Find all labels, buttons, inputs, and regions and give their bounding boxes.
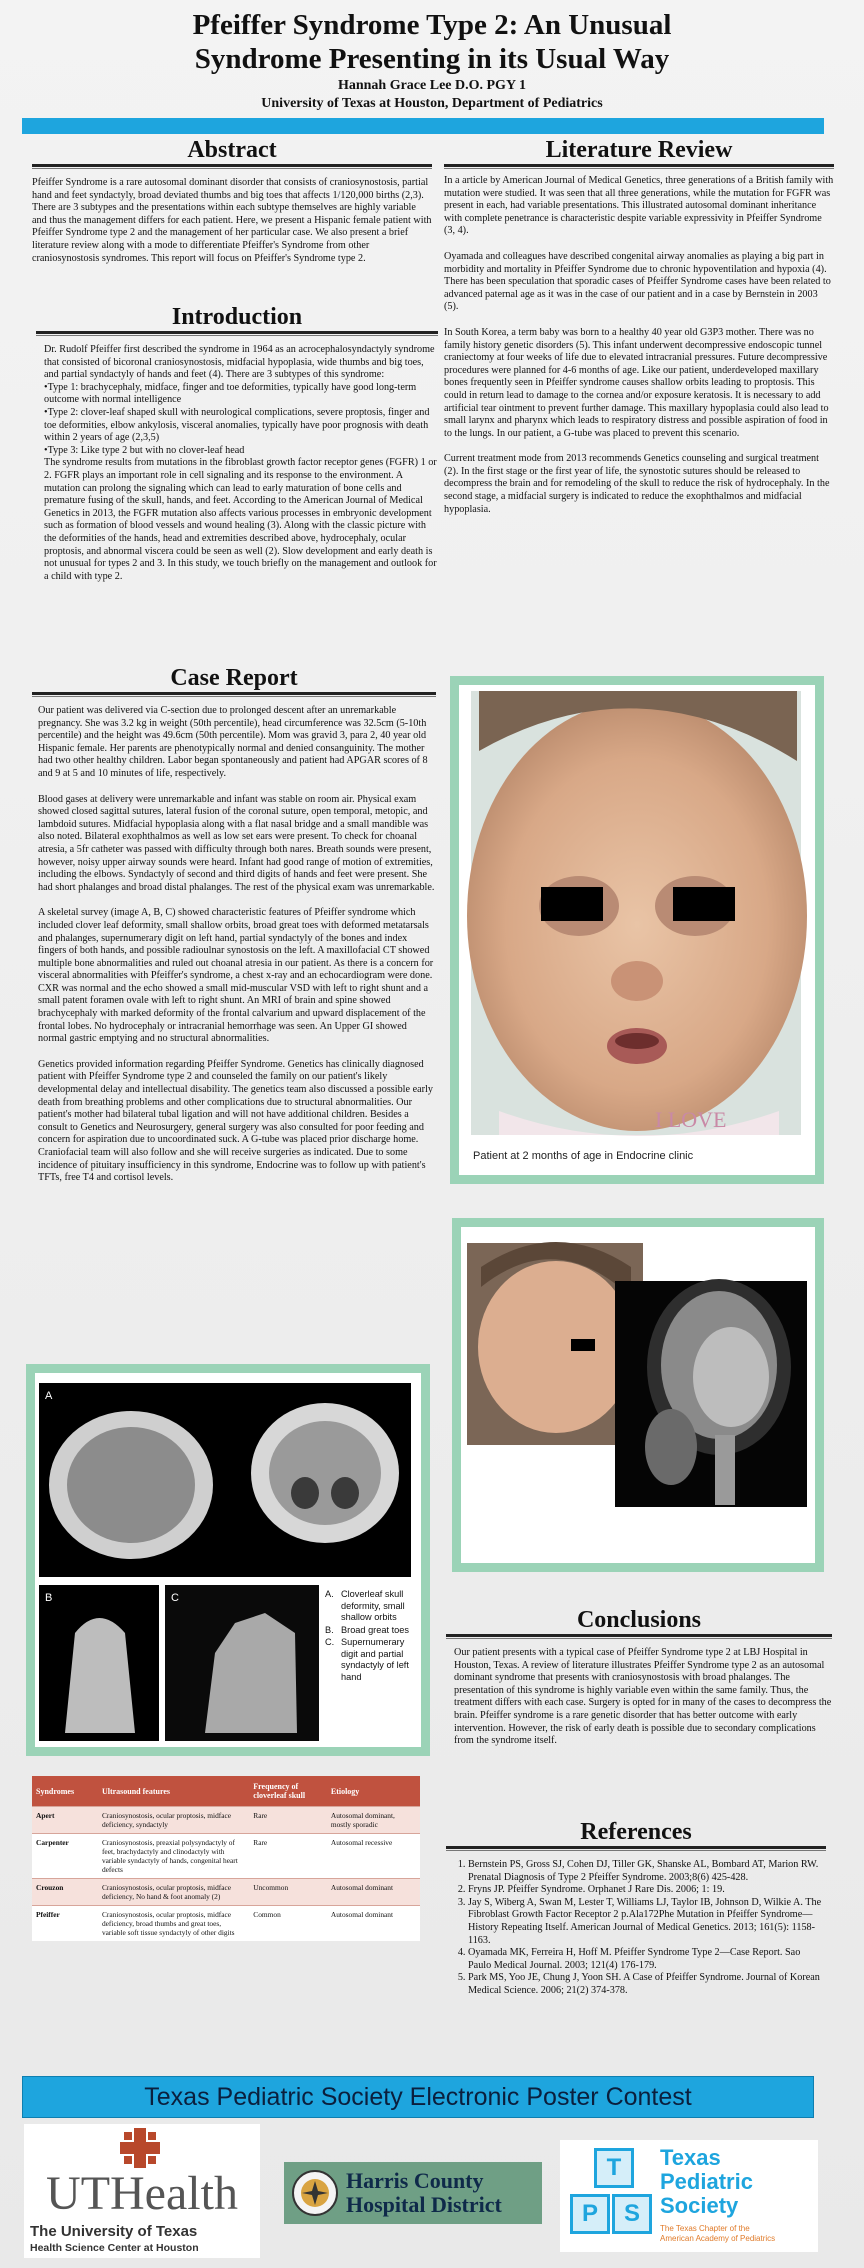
references-section [446,1818,826,1998]
literature-paragraph: In South Korea, a term baby was born to a healthy 40 year old G3P3 mother. There was no family history genetic disorders (5). This infant underwent decompressive endoscopic tunnel craniectomy at four weeks of life due to elevated intracranial pressures. Future decompressive procedures were planned for 4-6 months of age. Like our patient, underdeveloped maxillary bones frequently seen in Pfeiffer syndrome causes shallow orbits leading to proptosis. This could in return lead to damage to the cornea and/or exposure keratosis. It is necessary to add artificial tear ointment to prevent further damage. This maxillary hypoplasia could also lead to small larynx and pharynx which leads to respiratory distress and possible aspiration of food in to the lungs. In our patient, a G-tube was placed to prevent this scenario. [444,326,829,439]
reference-item: 4. Oyamada MK, Ferreira H, Hoff M. Pfeiffer Syndrome Type 2—Case Report. Sao Paulo Medical Journal. 2003; 121(4) 176-179. [468,1947,826,1972]
table-cell: Carpenter [32,1834,98,1879]
xray-label-c: C [171,1592,179,1604]
intro-paragraph: The syndrome results from mutations in the fibroblast growth factor receptor genes (FGFR) 1 or 2. FGFR plays an important role in cell signaling and its response to the environment. A mutation can prolong the signaling which can lead to early maturation of bone cells and premature fusing of the skull, hands, and feet. According to the American Journal of Medical Genetics in 2013, the FGFR mutation also affects various processes in embryonic development such as formation of blood vessels and wound healing (3). Along with the classic picture with the deformities of the hands, head and extremities described above, hydrocephaly, ocular proptosis, and abnormal viscera could be seen as well (2). Slow development and early death is not unusual for types 2 and 3. In this study, we touch briefly on the management and outlook for a child with type 2. [44,457,437,582]
table-cell: Apert [32,1807,98,1834]
patient-photo-frame [450,676,824,1184]
literature-paragraph: Oyamada and colleagues have described congenital airway anomalies as playing a big part in morbidity and mortality in Pfeiffer Syndrome due to chronic hypoventilation and hypoxia (4). There has been speculation that sporadic cases of Pfeiffer Syndrome cases have been related to advanced paternal age as it was in the case of our patient and in a case by Bernstein in 2003 (5). [444,250,831,313]
tps-block-icon [570,2148,652,2248]
case-paragraph: Our patient was delivered via C-section due to prolonged descent after an unremarkable pregnancy. She was 3.2 kg in weight (50th percentile), head circumference was 32.5cm (5-10th percentile) and the height was 49.6cm (50th percentile). Mom was gravid 3, para 2, 40 year old Hispanic female. Her parents are phenotypically normal and denied consanguinity. The mother had two other healthy children. Labor began spontaneously and patient had APGAR scores of 8 and 9 at 5 and 10 minutes of life, respectively. [38,705,428,779]
case-report-body [32,705,436,1185]
case-paragraph: A skeletal survey (image A, B, C) showed characteristic features of Pfeiffer syndrome which included clover leaf deformity, small shallow orbits, broad great toes with deformed metatarsals and phalanges, supernumerary digit on left hand, partial syndactyly of the bones and index fingers of both hands, and possible radioulnar synostosis on the left. A maxillofacial CT showed multiple bone abnormalities and ruled out choanal atresia in our patient. As there is a concern for visceral abnormalities with Pfeiffer's syndrome, a chest x-ray and an echocardiogram were done. CXR was normal and the echo showed a small mid-muscular VSD with left to right shunt and a small patent foramen ovale with left to right shunt. An MRI of brain and spine showed brachycephaly with marked deformity of the frontal calvarium and upward displacement of the frontal lobes. No hydrocephaly or intracranial hemorrhage was seen. An Upper GI showed normal gastric emptying and no structural abnormalities. [38,907,434,1045]
case-paragraph: Genetics provided information regarding Pfeiffer Syndrome. Genetics has clinically diagnosed patient with Pfeiffer Syndrome type 2 and counseled the family on our patient's likely developmental delay and intellectual disability. The genetics team also discussed a possible early death from breathing problems and other complications due to structural abnormalities. Our patient's mother had bilateral tubal ligation and will not have additional children. Besides a consult to Genetics and Neurosurgery, general surgery was also consulted for poor feeding and concern for aspiration due to uncoordinated suck. A G-tube was placed prior discharge home. Craniofacial team will also follow and she will receive surgeries as indicated. Due to some incidence of pituitary insufficiency in this syndrome, Endocrine was to follow up with patient's TFTs, free T4 and cortisol levels. [38,1058,433,1184]
xray-legend-item: C. Supernumerary digit and partial syndactyly of left hand [325,1637,409,1682]
patient-photo [459,691,815,1167]
author-name: Hannah Grace Lee D.O. PGY 1 [337,78,527,93]
reference-item: 1. Bernstein PS, Gross SJ, Cohen DJ, Tiller GK, Shanske AL, Bombard AT, Marion RW. Prenatal Diagnosis of Type 2 Pfeiffer Syndrome. 2003;8(6) 425-428. [468,1859,826,1884]
conclusions-section [446,1606,832,1748]
contest-banner: Texas Pediatric Society Electronic Poster Contest [22,2076,814,2118]
intro-bullet-type2: •Type 2: clover-leaf shaped skull with neurological complications, severe proptosis, finger and toe deformities, elbow ankylosis, visceral anomalies, typically have poor prognosis with death within 2 years of age (2,3,5) [44,406,430,444]
table-row [32,1879,420,1906]
table-cell: Autosomal dominant [327,1906,420,1942]
table-header: Frequency of cloverleaf skull [249,1776,327,1807]
xray-label-b: B [45,1592,53,1604]
xray-frame [26,1364,430,1756]
title-line-2: Syndrome Presenting in its Usual Way [194,43,670,75]
tps-letter: T [594,2148,634,2188]
abstract-section [32,136,432,265]
table-header: Syndromes [32,1776,98,1807]
tps-letter: P [570,2194,610,2234]
intro-bullet-type1: •Type 1: brachycephaly, midface, finger and toe deformities, typically have good long-term outcome with normal intelligence [44,381,417,406]
literature-paragraph: Current treatment mode from 2013 recommends Genetics counseling and surgical treatment (2). In the first stage or the first year of life, the synostotic sutures should be released to decompress the brain and for remodeling of the skull to reduce the risk of hydrocephaly. In the second stage, a midfacial surgery is indicated to reduce the exophthalmos and midfacial hypoplasia. [444,453,830,515]
abstract-rule [32,164,432,169]
conclusions-rule [446,1634,832,1639]
intro-paragraph: Dr. Rudolf Pfeiffer first described the syndrome in 1964 as an acrocephalosyndactyly syndrome that consisted of bicoronal craniosynostosis, midfacial hypoplasia, wide thumbs and big toes, and partial syndactyly of hands and feet (4). There are 3 subtypes of this syndrome: [44,344,435,381]
introduction-body [36,344,438,583]
uthealth-logo [24,2124,260,2258]
table-header-row [32,1776,420,1807]
abstract-text: Pfeiffer Syndrome is a rare autosomal dominant disorder that consists of craniosynostosis, partial hand and feet syndactyly, broad deviated thumbs and big toes that affects 1/120,000 births (2,3). There are 3 subtypes and the presentations within each subtype themselves are highly variable and thus the management differs for each patient. Here, we present a Hispanic female patient with Pfeiffer Syndrome type 2 and the management of her particular case. We also present a brief literature review along with a mode to differentiate Pfeiffer's Syndrome from other craniosynostosis syndromes. This report will focus on Pfeiffer's Syndrome type 2. [32,177,432,264]
introduction-rule [36,331,438,336]
xray-legend-item: B. Broad great toes [325,1624,409,1635]
literature-heading: Literature Review [545,137,733,163]
references-rule [446,1846,826,1851]
author-block [0,77,864,113]
tps-line3: Society [660,2193,739,2218]
literature-body [444,175,834,516]
tps-tag1: The Texas Chapter of the [660,2224,750,2233]
table-cell: Rare [249,1834,327,1879]
table-cell: Pfeiffer [32,1906,98,1942]
mri-photo-frame [452,1218,824,1572]
case-report-rule [32,692,436,697]
conclusions-heading: Conclusions [576,1607,702,1633]
tps-line1: Texas [660,2145,721,2170]
case-report-heading: Case Report [170,665,298,691]
reference-item: 5. Park MS, Yoo JE, Chung J, Yoon SH. A Case of Pfeiffer Syndrome. Journal of Korean Medical Science. 2006; 21(2) 374-378. [468,1972,826,1997]
table-cell: Autosomal recessive [327,1834,420,1879]
literature-rule [444,164,834,169]
harris-line2: Hospital District [346,2192,502,2217]
table-cell: Autosomal dominant, mostly sporadic [327,1807,420,1834]
reference-item: 3. Jay S, Wiberg A, Swan M, Lester T, Williams LJ, Taylor IB, Johnson D, Wilkie A. The Fibroblast Growth Factor Receptor 2 p.Ala172Phe Mutation in Pfeiffer Syndrome—History Repeating Itself. American Journal of Medical Genetics. 2013; 161(5): 1158-1163. [468,1897,826,1947]
harris-line1: Harris County [346,2168,484,2193]
table-cell: Craniosynostosis, ocular proptosis, midface deficiency, No hand & foot anomaly (2) [98,1879,249,1906]
photo-caption: Patient at 2 months of age in Endocrine clinic [473,1150,694,1162]
table-cell: Rare [249,1807,327,1834]
literature-paragraph: In a article by American Journal of Medical Genetics, three generations of a British family with mutation were studied. It was seen that all three generations, while the mutation for FGFR was present in each, had variable presentations. This illustrated autosomal dominant inheritance with complete penetrance is characteristic despite variable expressivity in Pfeiffer Syndrome (3, 4). [444,175,834,237]
affiliation: University of Texas at Houston, Department of Pediatrics [261,96,603,111]
harris-seal-icon [292,2170,338,2216]
table-row [32,1906,420,1942]
uthealth-line1: The University of Texas [30,2223,198,2240]
xray-panels [35,1373,421,1747]
profile-and-mri [461,1227,815,1563]
syndrome-table [32,1776,420,1941]
intro-bullet-type3: •Type 3: Like type 2 but with no clover-leaf head [44,444,245,456]
table-cell: Uncommon [249,1879,327,1906]
conclusions-text: Our patient presents with a typical case of Pfeiffer Syndrome type 2 at LBJ Hospital in Houston, Texas. A review of literature illustrates Pfeiffer Syndrome type 2 as an autosomal dominant syndrome that presents with craniosynostosis with broad phalanges. The presentation of this syndrome is highly variable even within the same family. Thus, the treatment differs with each case. Surgery is opted for in many of the cases to decompress the brain. Pfeiffer syndrome is a rare genetic disorder that has better outcome with early intervention. However, the risk of early death is possible due to secondary complications from the syndrome itself. [454,1647,832,1747]
table-row [32,1807,420,1834]
title-line-1: Pfeiffer Syndrome Type 2: An Unusual [192,9,672,41]
table-cell: Autosomal dominant [327,1879,420,1906]
introduction-heading: Introduction [171,304,303,330]
uthealth-wordmark: UTHealth [46,2167,238,2220]
table-cell: Common [249,1906,327,1942]
table-cell: Craniosynostosis, preaxial polysyndactyly of feet, brachydactyly and clinodactyly with variable syndactyly of hands, congenital heart defects [98,1834,249,1879]
differential-table [32,1776,420,2038]
tps-letter: S [612,2194,652,2234]
abstract-heading: Abstract [187,137,277,163]
uthealth-line2: Health Science Center at Houston [30,2242,199,2254]
table-cell: Crouzon [32,1879,98,1906]
header-divider-bar [22,118,824,134]
case-report-section [32,664,436,1198]
xray-legend-item: A. Cloverleaf skull deformity, small shallow orbits [325,1589,405,1622]
table-row [32,1834,420,1879]
table-header: Ultrasound features [98,1776,249,1807]
uthealth-emblem-icon [120,2128,160,2168]
shirt-text: I LOVE [655,1107,727,1132]
poster-title [0,8,864,76]
table-header: Etiology [327,1776,420,1807]
tps-line2: Pediatric [660,2169,753,2194]
reference-item: 2. Fryns JP. Pfeiffer Syndrome. Orphanet J Rare Dis. 2006; 1: 19. [468,1884,826,1897]
xray-label-a: A [45,1390,53,1402]
table-cell: Craniosynostosis, ocular proptosis, midface deficiency, broad thumbs and great toes, variable soft tissue syndactyly of other digits [98,1906,249,1942]
references-list [446,1859,826,1998]
table-cell: Craniosynostosis, ocular proptosis, midface deficiency, syndactyly [98,1807,249,1834]
tps-tagline [660,2224,775,2244]
literature-section [444,136,834,529]
introduction-section [36,303,438,583]
tps-logo [560,2140,818,2252]
case-paragraph: Blood gases at delivery were unremarkable and infant was stable on room air. Physical exam showed closed sagittal sutures, lateral fusion of the coronal suture, open temporal, metopic, and lambdoid sutures. Midfacial hypoplasia along with a flat nasal bridge and a small mandible was also noted. Bilateral exophthalmos as well as low set ears were present. To check for choanal atresia, a 5fr catheter was passed with difficulty through both nares. Breath sounds were present, however, noisy upper airway sounds were heard. Infant had good range of motion of extremities, including the elbows. Syndactyly of second and third digits of hands and feet were present. She had short phalanges and broad distal phalanges. The rest of the physical exam was unremarkable. [38,793,435,893]
tps-wordmark [660,2146,753,2218]
tps-tag2: American Academy of Pediatrics [660,2234,776,2243]
xray-legend [325,1589,417,1683]
harris-county-logo [284,2162,542,2224]
references-heading: References [580,1819,692,1845]
